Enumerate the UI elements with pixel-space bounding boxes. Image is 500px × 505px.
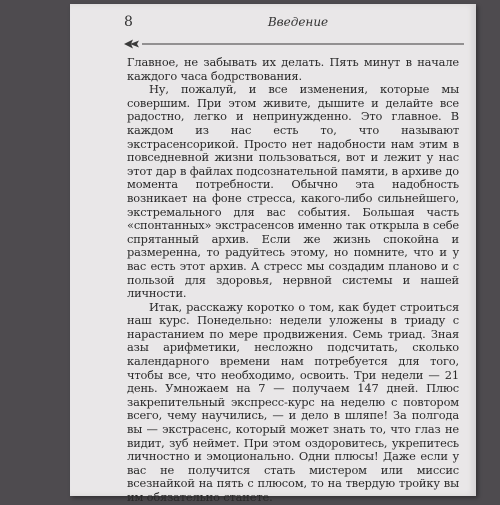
running-title: Введение <box>267 15 329 29</box>
paragraph-1: Главное, не забывать их делать. Пять минут в начале каждого часа бодрствования. <box>127 55 459 83</box>
header-rule <box>124 38 464 50</box>
book-page <box>70 4 476 504</box>
page-number: 8 <box>124 14 133 30</box>
paragraph-3: Итак, расскажу коротко о том, как будет строиться наш курс. Понедельно: недели уложены в триаду с нарастанием по мере продвижения. Семь триад. Зная азы арифметики, несложно подсчитать, сколько календарного времени нам потребуется для того, чтобы все, что необходимо, освоить. Три недели — 21 день. Умножаем на 7 — получаем 147 дней. Плюс закрепительный экспресс-курс на неделю с повтором всего, чему научились, — и дело в шляпе! За полгода вы — экстрасенс, который может знать то, что глаз не видит, зуб неймет. При этом оздоровитесь, укрепитесь личностно и эмоционально. Одни плюсы! Даже если у вас не получится стать мистером или миссис всезнайкой на пять с плюсом, то на твердую тройку вы им обязательно станете. <box>127 299 459 504</box>
paragraph-2: Ну, пожалуй, и все изменения, которые мы совершим. При этом живите, дышите и делайте все радостно, легко и непринужденно. Это главное. В каждом из нас есть то, что называют экстрасенсорикой. Просто нет надобности нам этим в повседневной жизни пользоваться, вот и лежит у нас этот дар в файлах подсознательной памяти, в архиве до момента потребности. Обычно эта надобность возникает на фоне стресса, какого-либо сильнейшего, экстремального для вас события. Большая часть «спонтанных» экстрасенсов именно так открыла в себе спрятанный архив. Если же жизнь спокойна и размеренна, то радуйтесь этому, но помните, что и у вас есть этот архив. А стресс мы создадим планово и с пользой для здоровья, нервной системы и нашей личности. <box>127 82 459 301</box>
body-text <box>127 56 459 505</box>
page-header <box>124 14 472 46</box>
